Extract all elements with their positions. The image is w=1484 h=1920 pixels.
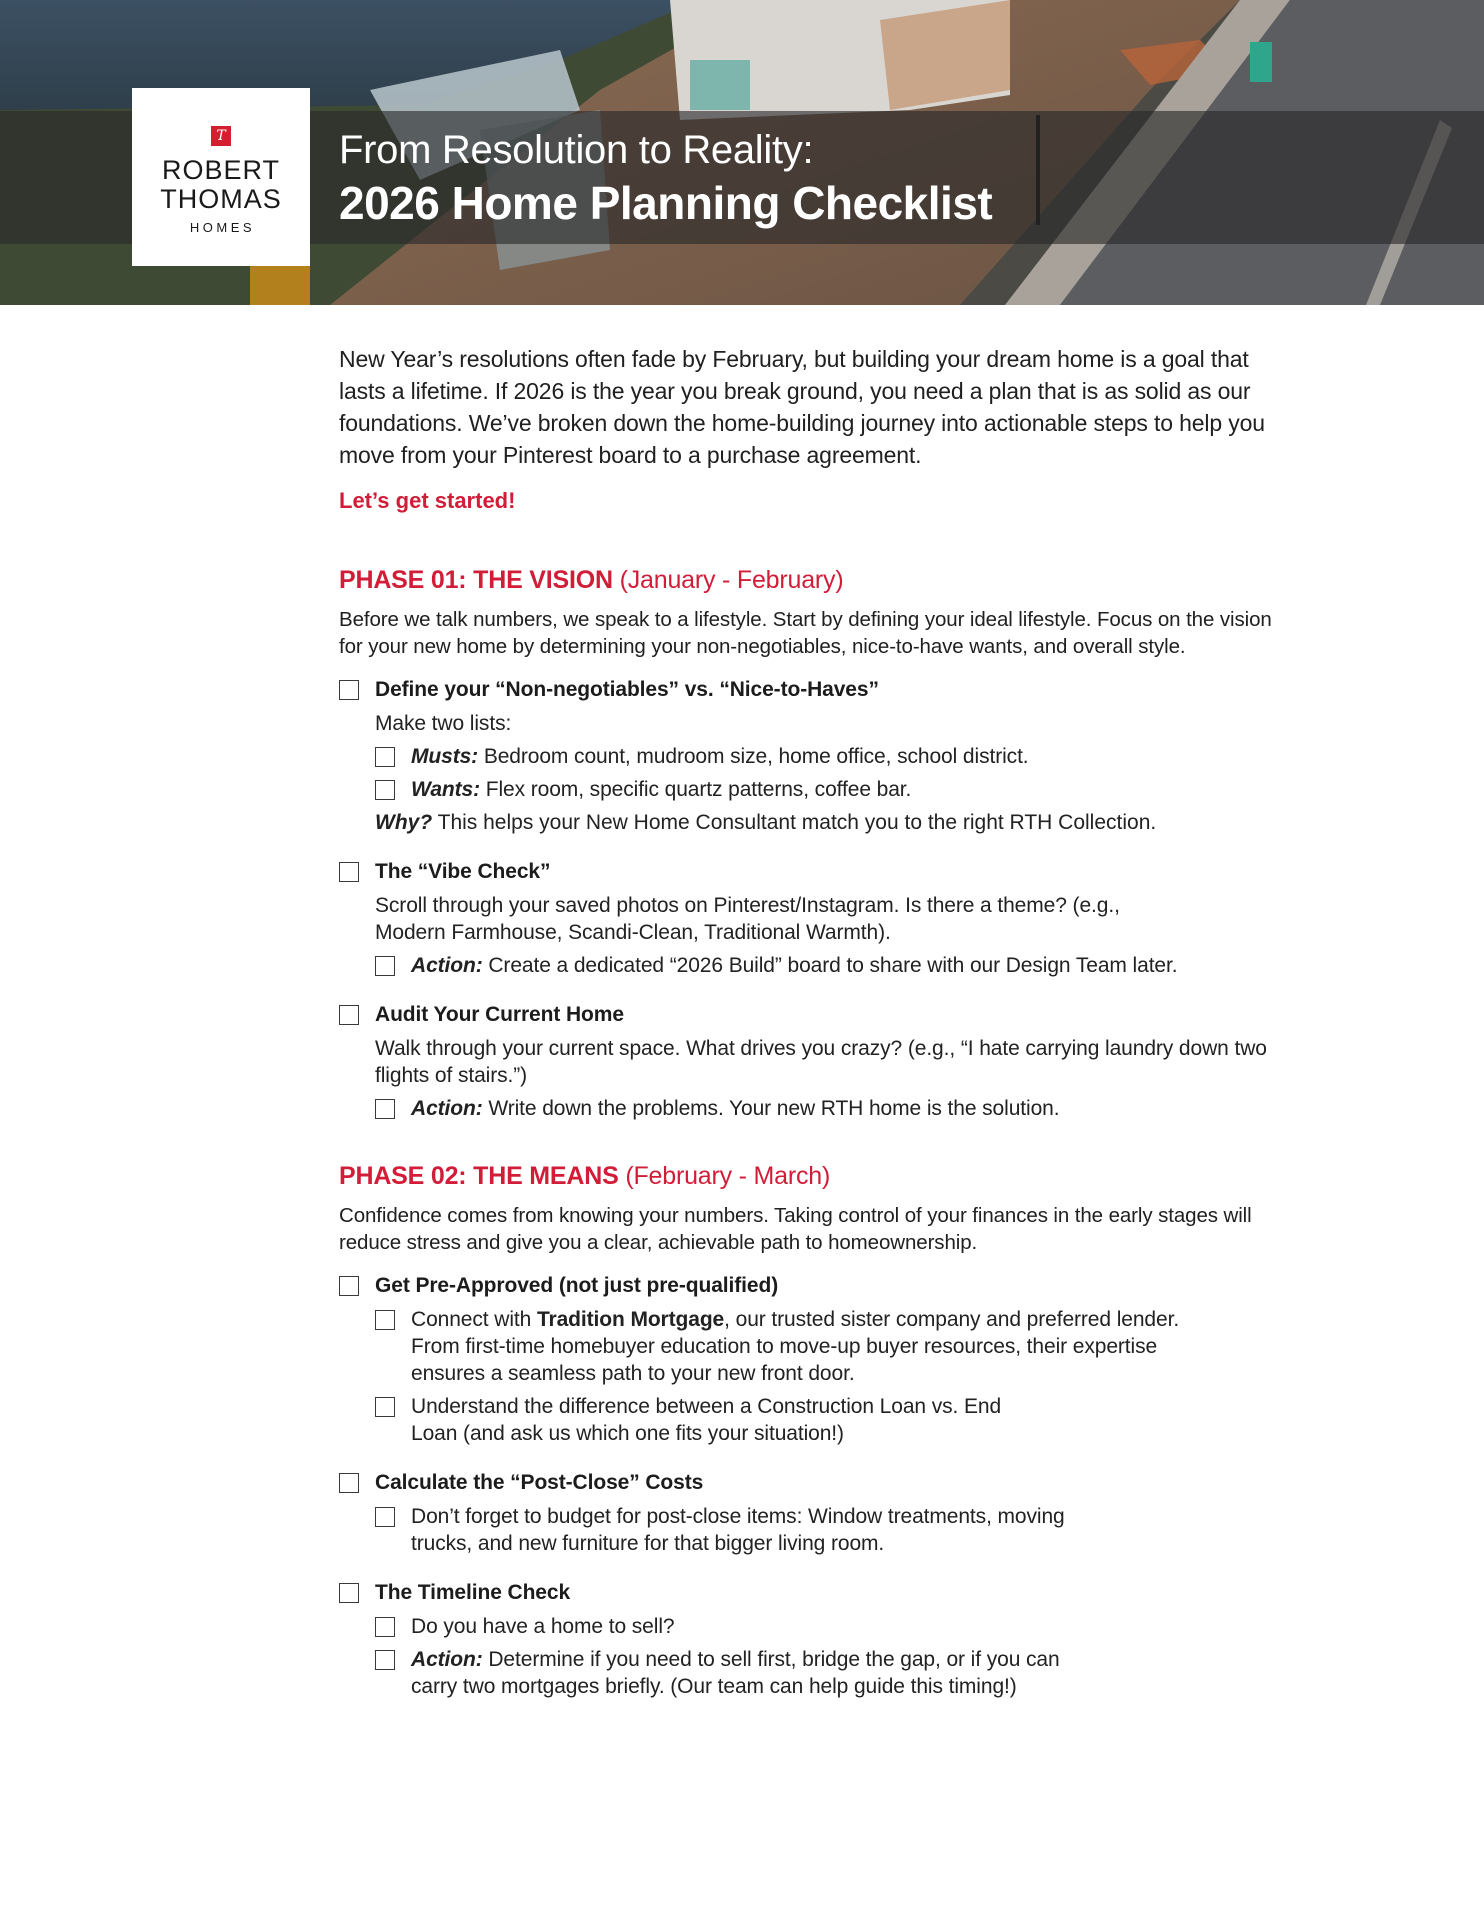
phase-range: (January - February) xyxy=(619,566,844,594)
subtask-label: Action: xyxy=(411,954,483,977)
task-title: Calculate the “Post-Close” Costs xyxy=(375,1471,704,1494)
subtask-item xyxy=(375,1646,1299,1700)
task-body: Scroll through your saved photos on Pinterest/Instagram. Is there a theme? (e.g., Modern Farmhouse, Scandi-Clean, Traditional Warmth). xyxy=(375,894,1120,944)
task-checkbox[interactable] xyxy=(339,1276,359,1296)
task-title: Define your “Non-negotiables” vs. “Nice-to-Haves” xyxy=(375,678,879,701)
subtask-text: Write down the problems. Your new RTH home is the solution. xyxy=(482,1097,1060,1120)
subtask-text: Flex room, specific quartz patterns, coffee bar. xyxy=(480,778,912,801)
why-text: This helps your New Home Consultant match you to the right RTH Collection. xyxy=(432,811,1157,834)
subtask-item xyxy=(375,743,1299,770)
subtask-label: Action: xyxy=(411,1097,483,1120)
logo-text-robert: ROBERT xyxy=(161,155,281,185)
logo-text-homes: HOMES xyxy=(189,220,256,235)
cta-text: Let’s get started! xyxy=(339,488,516,513)
phase-name: PHASE 02: THE MEANS xyxy=(339,1162,619,1190)
task-body: Walk through your current space. What drives you crazy? (e.g., “I hate carrying laundry down two flights of stairs.”) xyxy=(375,1037,1267,1087)
subtask-checkbox[interactable] xyxy=(375,1099,395,1119)
task-title: Get Pre-Approved (not just pre-qualified) xyxy=(375,1274,779,1297)
phase-title xyxy=(339,564,1299,596)
task-title: Audit Your Current Home xyxy=(375,1003,624,1026)
subtask-item xyxy=(375,1503,1299,1557)
subtask-item xyxy=(375,1306,1299,1387)
subtask-label: Action: xyxy=(411,1648,483,1671)
task-checkbox[interactable] xyxy=(339,1583,359,1603)
phase-name: PHASE 01: THE VISION xyxy=(339,566,613,594)
task-timeline-check xyxy=(339,1579,1299,1700)
subtask-checkbox[interactable] xyxy=(375,956,395,976)
page-subtitle: From Resolution to Reality: xyxy=(339,128,814,172)
subtask-text: Determine if you need to sell first, bridge the gap, or if you can carry two mortgages briefly. (Our team can help guide this timing!) xyxy=(411,1648,1060,1698)
task-vibe-check xyxy=(339,858,1299,979)
subtask-text: Do you have a home to sell? xyxy=(411,1615,675,1638)
page-heading: 2026 Home Planning Checklist xyxy=(339,177,993,229)
subtask-item xyxy=(375,776,1299,803)
task-post-close-costs xyxy=(339,1469,1299,1557)
subtask-label: Wants: xyxy=(411,778,481,801)
subtask-text: Bedroom count, mudroom size, home office, school district. xyxy=(478,745,1029,768)
task-checkbox[interactable] xyxy=(339,862,359,882)
subtask-checkbox[interactable] xyxy=(375,1650,395,1670)
subtask-checkbox[interactable] xyxy=(375,780,395,800)
page-title xyxy=(339,126,992,232)
subtask-text: Understand the difference between a Construction Loan vs. End Loan (and ask us which one fits your situation!) xyxy=(411,1395,1002,1445)
task-body: Make two lists: xyxy=(375,712,512,735)
subtask-item xyxy=(375,1613,1299,1640)
lender-name: Tradition Mortgage xyxy=(536,1308,725,1331)
subtask-checkbox[interactable] xyxy=(375,1397,395,1417)
task-define-lists xyxy=(339,676,1299,836)
checklist-content xyxy=(339,343,1299,1700)
company-logo xyxy=(132,88,310,266)
task-title: The Timeline Check xyxy=(375,1581,571,1604)
task-pre-approved xyxy=(339,1272,1299,1447)
task-audit-home xyxy=(339,1001,1299,1122)
subtask-text: , our trusted sister company and preferred lender. From first-time homebuyer education to move-up buyer resources, their expertise ensures a seamless path to your new front door. xyxy=(411,1308,1180,1385)
hero-banner xyxy=(0,0,1484,305)
subtask-text-pre: Connect with xyxy=(411,1308,537,1331)
task-checkbox[interactable] xyxy=(339,1005,359,1025)
task-title: The “Vibe Check” xyxy=(375,860,551,883)
phase-section-means xyxy=(339,1160,1299,1700)
phase-description: Confidence comes from knowing your numbers. Taking control of your finances in the early stages will reduce stress and give you a clear, achievable path to homeownership. xyxy=(339,1204,1252,1254)
subtask-label: Musts: xyxy=(411,745,479,768)
why-label: Why? xyxy=(375,811,433,834)
intro-paragraph: New Year’s resolutions often fade by February, but building your dream home is a goal that lasts a lifetime. If 2026 is the year you break ground, you need a plan that is as solid as our foundations. We’ve broken down the home-building journey into actionable steps to help you move from your Pinterest board to a purchase agreement. xyxy=(339,346,1265,468)
phase-title xyxy=(339,1160,1299,1192)
subtask-text: Create a dedicated “2026 Build” board to share with our Design Team later. xyxy=(482,954,1178,977)
task-checkbox[interactable] xyxy=(339,1473,359,1493)
task-checkbox[interactable] xyxy=(339,680,359,700)
subtask-item xyxy=(375,952,1299,979)
phase-range: (February - March) xyxy=(625,1162,831,1190)
subtask-checkbox[interactable] xyxy=(375,1507,395,1527)
why-note xyxy=(375,809,1299,836)
phase-description: Before we talk numbers, we speak to a lifestyle. Start by defining your ideal lifestyle. Focus on the vision for your new home by determining your non-negotiables, nice-to-have wants, and overall style. xyxy=(339,608,1272,658)
phase-section-vision xyxy=(339,564,1299,1122)
logo-monogram-icon: T xyxy=(211,126,231,146)
subtask-checkbox[interactable] xyxy=(375,747,395,767)
subtask-text: Don’t forget to budget for post-close items: Window treatments, moving trucks, and new furniture for that bigger living room. xyxy=(411,1505,1065,1555)
subtask-checkbox[interactable] xyxy=(375,1310,395,1330)
subtask-checkbox[interactable] xyxy=(375,1617,395,1637)
logo-text-thomas: THOMAS xyxy=(160,184,282,214)
subtask-item xyxy=(375,1095,1299,1122)
subtask-item xyxy=(375,1393,1299,1447)
